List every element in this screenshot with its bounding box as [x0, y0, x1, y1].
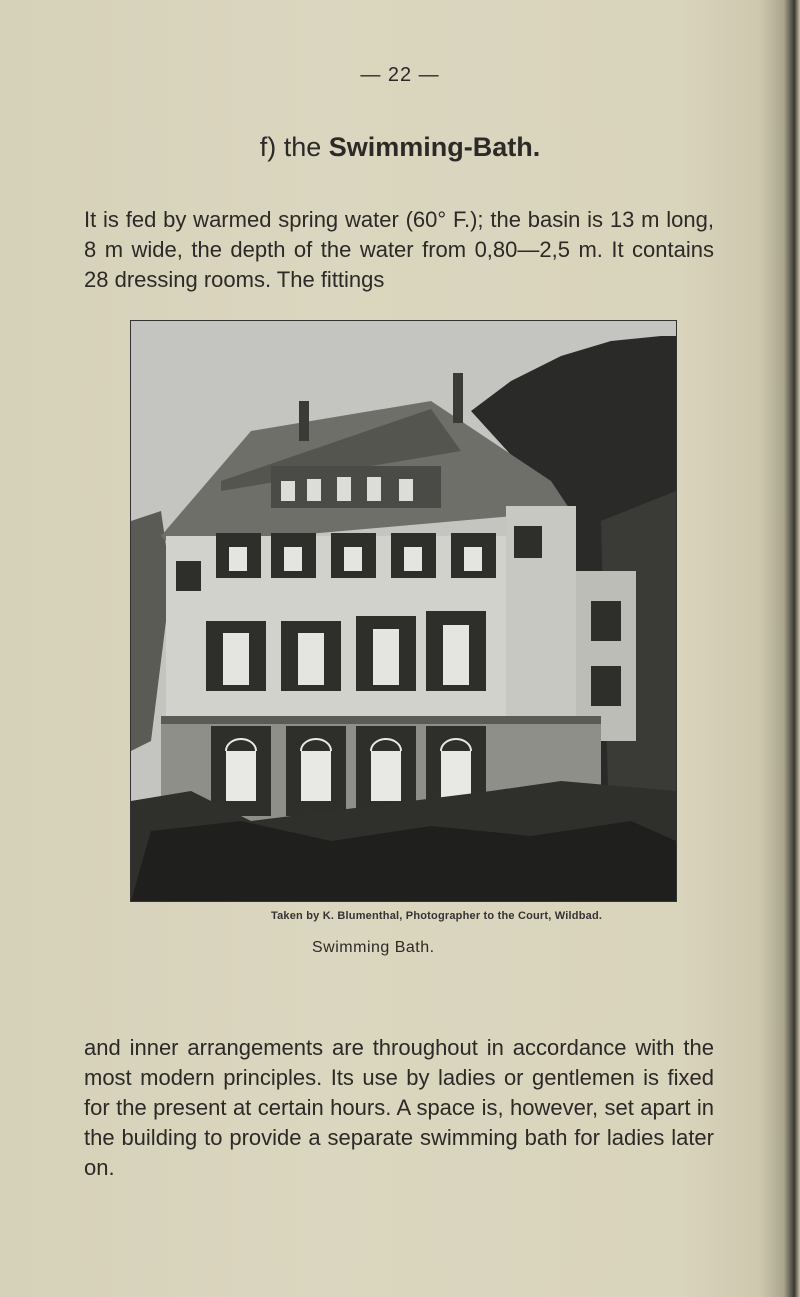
intro-paragraph: It is fed by warmed spring water (60° F.); the basin is 13 m long, 8 m wide, the depth of the water from 0,80—2,5 m. It contains 28 dressing rooms. The fittings	[84, 207, 714, 292]
swimming-bath-photo	[130, 320, 677, 902]
page-number: — 22 —	[360, 64, 440, 86]
photo-caption: Swimming Bath.	[312, 939, 435, 956]
section-heading	[0, 132, 800, 163]
continuation-paragraph: and inner arrangements are throughout in accordance with the most modern principles. Its use by ladies or gentlemen is fixed for the present at certain hours. A space is, however, set apart in the building to provide a separate swimming bath for ladies later on.	[84, 1035, 714, 1180]
section-title: Swimming-Bath.	[328, 132, 541, 162]
building-illustration	[131, 321, 676, 901]
photo-credit: Taken by K. Blumenthal, Photographer to the Court, Wildbad.	[271, 910, 603, 922]
section-prefix: f) the	[259, 132, 329, 162]
